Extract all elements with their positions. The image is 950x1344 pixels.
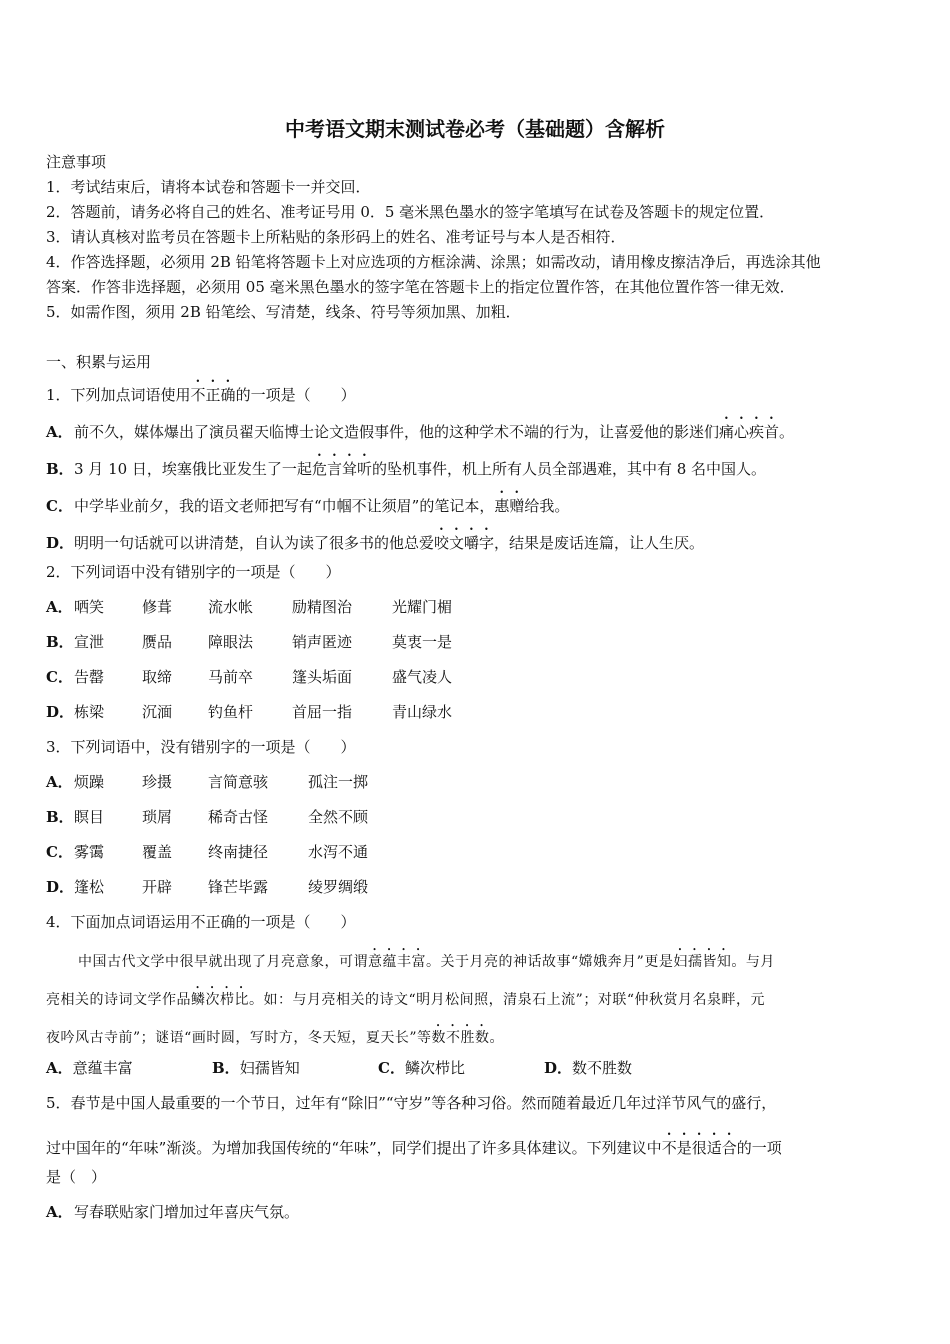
question-1-stem (46, 377, 356, 405)
dotted-word: 不正确 (190, 386, 236, 404)
stem-text: 1．下列加点词语使用 (46, 386, 191, 404)
question-1-option-d (46, 525, 704, 553)
option-text: 意蕴丰富 (72, 1059, 133, 1077)
option-word: 钓鱼杆 (208, 703, 254, 721)
option-word: 篷松 (74, 878, 105, 896)
question-5-option-a (46, 1202, 299, 1222)
option-word: 琐屑 (142, 808, 173, 826)
dotted-word: 不是很适合 (661, 1139, 737, 1157)
question-3-option-c (46, 842, 926, 862)
option-word: 绫罗绸缎 (308, 878, 369, 896)
option-word: 光耀门楣 (392, 598, 453, 616)
option-word: 首屈一指 (292, 703, 353, 721)
question-4-passage-line (46, 1022, 504, 1048)
option-label: A． (46, 423, 73, 441)
option-label: C． (46, 668, 73, 686)
option-word: 哂笑 (74, 598, 105, 616)
option-text: 的坠机事件，机上所有人员全部遇难，其中有 8 名中国人。 (371, 460, 767, 478)
option-word: 障眼法 (208, 633, 254, 651)
option-word: 宣泄 (74, 633, 105, 651)
dotted-word: 痛心疾首 (719, 423, 780, 441)
option-text: 妇孺皆知 (239, 1059, 300, 1077)
dotted-word: 危言耸听 (311, 460, 372, 478)
question-5-stem-line (46, 1130, 782, 1158)
question-4-passage-line (46, 984, 765, 1010)
option-text: 明明一句话就可以讲清楚，自认为读了很多书的他总爱 (74, 534, 435, 552)
option-word: 篷头垢面 (292, 668, 353, 686)
option-label: A． (46, 1203, 73, 1221)
option-word: 水泻不通 (308, 843, 369, 861)
option-a (46, 1058, 133, 1078)
notice-item: 3．请认真核对监考员在答题卡上所粘贴的条形码上的姓名、准考证号与本人是否相符． (46, 228, 626, 246)
option-word: 终南捷径 (208, 843, 269, 861)
option-word: 开辟 (142, 878, 173, 896)
dotted-word: 惠赠 (494, 497, 525, 515)
question-2-option-d (46, 702, 926, 722)
option-c (378, 1058, 465, 1078)
option-label: B． (46, 460, 74, 478)
option-word: 雾霭 (74, 843, 105, 861)
option-label: A． (46, 1059, 73, 1077)
passage-text: 中国古代文学中很早就出现了月亮意象，可谓 (78, 954, 368, 970)
passage-text: 。如：与月亮相关的诗文“明月松间照，清泉石上流”；对联“仲秋赏月名泉畔，元 (249, 992, 765, 1008)
option-word: 励精图治 (292, 598, 353, 616)
question-4-passage-line (78, 946, 775, 972)
option-label: D． (46, 534, 75, 552)
passage-text: 。与月 (731, 954, 775, 970)
passage-text: 。关于月亮的神话故事“嫦娥奔月”更是 (426, 954, 674, 970)
section-heading: 一、积累与运用 (46, 353, 152, 371)
question-3-option-a (46, 772, 926, 792)
option-label: C． (378, 1059, 405, 1077)
option-label: B． (46, 633, 74, 651)
option-word: 烦躁 (74, 773, 105, 791)
option-word: 言简意骇 (208, 773, 269, 791)
option-word: 珍摄 (142, 773, 173, 791)
question-1-option-c (46, 488, 569, 516)
passage-text: 亮相关的诗词文学作品 (46, 992, 191, 1008)
notice-item: 1．考试结束后，请将本试卷和答题卡一并交回． (46, 178, 371, 196)
dotted-word: 妇孺皆知 (673, 954, 732, 970)
notice-heading: 注意事项 (46, 153, 107, 171)
option-word: 流水帐 (208, 598, 254, 616)
question-4-stem: 4．下面加点词语运用不正确的一项是（ ） (46, 913, 356, 931)
passage-text: 。 (489, 1030, 504, 1046)
option-word: 栋梁 (74, 703, 105, 721)
question-4-options (46, 1058, 926, 1078)
dotted-word: 意蕴丰富 (368, 954, 426, 970)
question-3-option-b (46, 807, 926, 827)
option-word: 瞑目 (74, 808, 105, 826)
option-word: 修葺 (142, 598, 173, 616)
question-2-option-a (46, 597, 926, 617)
stem-text: 的一项是（ ） (235, 386, 356, 404)
notice-item: 答案．作答非选择题，必须用 05 毫米黑色墨水的签字笔在答题卡上的指定位置作答，在其他位置作答一律无效． (46, 278, 795, 296)
option-d (544, 1058, 632, 1078)
dotted-word: 咬文嚼字 (434, 534, 495, 552)
option-label: D． (544, 1059, 573, 1077)
option-word: 青山绿水 (392, 703, 453, 721)
option-text: 数不胜数 (572, 1059, 633, 1077)
option-label: C． (46, 843, 73, 861)
question-1-option-a (46, 414, 794, 442)
dotted-word: 鳞次栉比 (191, 992, 249, 1008)
option-label: B． (46, 808, 74, 826)
option-text: 给我。 (524, 497, 570, 515)
option-word: 取缔 (142, 668, 173, 686)
option-word: 盛气凌人 (392, 668, 453, 686)
option-text: 。 (779, 423, 795, 441)
question-5-stem-line: 5．春节是中国人最重要的一个节日，过年有“除旧”“守岁”等各种习俗。然而随着最近几年过洋节风气的盛行， (46, 1094, 777, 1112)
question-2-option-c (46, 667, 926, 687)
option-word: 孤注一掷 (308, 773, 369, 791)
notice-item: 5．如需作图，须用 2B 铅笔绘、写清楚，线条、符号等须加黑、加粗． (46, 303, 521, 321)
option-label: D． (46, 703, 75, 721)
question-2-stem: 2．下列词语中没有错别字的一项是（ ） (46, 563, 341, 581)
option-label: A． (46, 773, 73, 791)
notice-item: 2．答题前，请务必将自己的姓名、准考证号用 0．5 毫米黑色墨水的签字笔填写在试卷及答题卡的规定位置． (46, 203, 775, 221)
question-1-option-b (46, 451, 766, 479)
option-label: D． (46, 878, 75, 896)
stem-text: 的一项 (736, 1139, 782, 1157)
option-word: 稀奇古怪 (208, 808, 269, 826)
option-text: 前不久，媒体爆出了演员翟天临博士论文造假事件，他的这种学术不端的行为，让喜爱他的影迷们 (74, 423, 720, 441)
question-3-option-d (46, 877, 926, 897)
option-text: 中学毕业前夕，我的语文老师把写有“巾帼不让须眉”的笔记本， (74, 497, 495, 515)
option-word: 赝品 (142, 633, 173, 651)
stem-text: 过中国年的“年味”渐淡。为增加我国传统的“年味”，同学们提出了许多具体建议。下列建议中 (46, 1139, 662, 1157)
notice-item: 4．作答选择题，必须用 2B 铅笔将答题卡上对应选项的方框涂满、涂黑；如需改动，请用橡皮擦洁净后，再选涂其他 (46, 253, 821, 271)
dotted-word: 数不胜数 (431, 1030, 490, 1046)
option-word: 告罄 (74, 668, 105, 686)
question-3-stem: 3．下列词语中，没有错别字的一项是（ ） (46, 738, 356, 756)
page-title: 中考语文期末测试卷必考（基础题）含解析 (285, 117, 665, 141)
option-b (212, 1058, 300, 1078)
option-word: 沉湎 (142, 703, 173, 721)
option-word: 马前卒 (208, 668, 254, 686)
option-word: 覆盖 (142, 843, 173, 861)
question-2-option-b (46, 632, 926, 652)
option-text: 写春联贴家门增加过年喜庆气氛。 (74, 1203, 300, 1221)
question-5-stem-line: 是（ ） (46, 1168, 107, 1186)
passage-text: 夜吟风古寺前”；谜语“画时圆，写时方，冬天短，夏天长”等 (46, 1030, 432, 1046)
option-word: 锋芒毕露 (208, 878, 269, 896)
option-word: 销声匿迹 (292, 633, 353, 651)
option-word: 全然不顾 (308, 808, 369, 826)
option-text: 3 月 10 日，埃塞俄比亚发生了一起 (74, 460, 312, 478)
option-text: ，结果是废话连篇，让人生厌。 (494, 534, 705, 552)
option-label: B． (212, 1059, 240, 1077)
option-text: 鳞次栉比 (404, 1059, 465, 1077)
option-label: C． (46, 497, 73, 515)
option-word: 莫衷一是 (392, 633, 453, 651)
option-label: A． (46, 598, 73, 616)
